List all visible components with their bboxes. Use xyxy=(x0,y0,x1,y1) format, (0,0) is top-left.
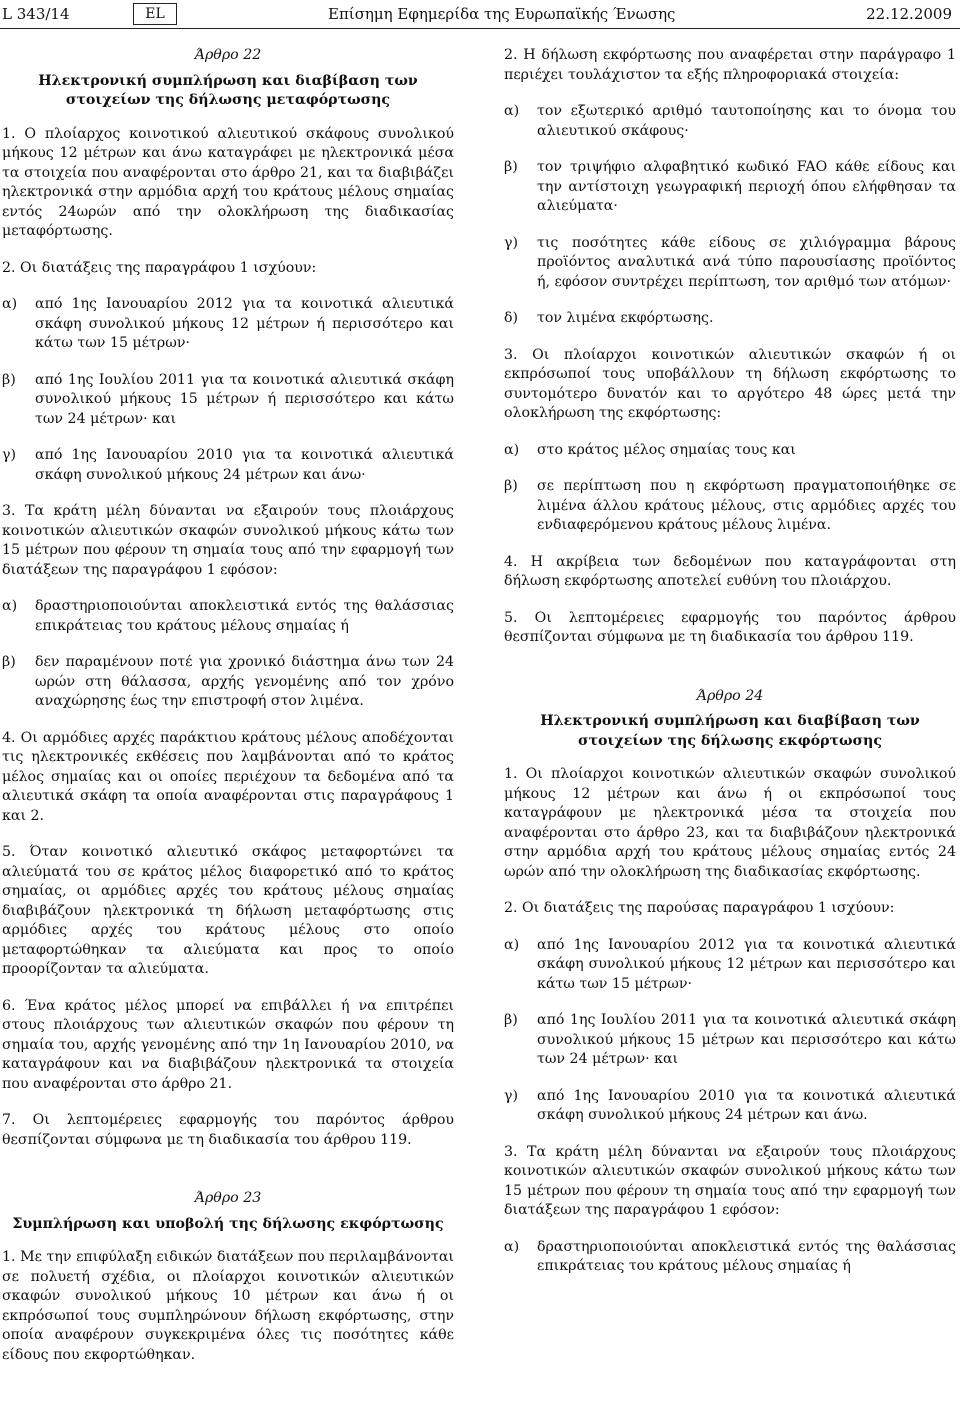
list-item xyxy=(504,1011,956,1070)
item-text: από 1ης Ιανουαρίου 2012 για τα κοινοτικά αλιευτικά σκάφη συνολικού μήκους 12 μέτρων ή περισσότερο και κάτω των 15 μέτρων· xyxy=(35,296,454,351)
item-label: β) xyxy=(504,478,518,494)
paragraph: 7. Οι λεπτομέρειες εφαρμογής του παρόντος άρθρου θεσπίζονται σύμφωνα με τη διαδικασία του άρθρου 119. xyxy=(2,1112,454,1148)
list-item xyxy=(504,158,956,217)
right-column xyxy=(504,46,956,1396)
item-label: β) xyxy=(504,1012,518,1028)
list-item xyxy=(2,446,454,485)
page-number: L 343/14 xyxy=(2,5,70,23)
item-label: α) xyxy=(504,103,520,119)
list-item xyxy=(504,102,956,141)
paragraph: 5. Όταν κοινοτικό αλιευτικό σκάφος μεταφορτώνει τα αλιεύματά του σε κράτος μέλος διαφορετικό από το κράτος σημαίας, οι αρμόδιες αρχές του κράτους μέλους σημαίας διαβιβάζουν ηλεκτρονικά τη δήλωση μεταφόρτωσης στις αρμόδιες αρχές του κράτους μέλους στο οποίο μεταφορτώθηκαν τα αλιεύματα και προς το οποίο προορίζονταν τα αλιεύματα. xyxy=(2,844,454,977)
item-label: α) xyxy=(2,296,18,312)
item-text: από 1ης Ιανουαρίου 2010 για τα κοινοτικά αλιευτικά σκάφη συνολικού μήκους 24 μέτρων και άνω. xyxy=(537,1087,956,1123)
list-item xyxy=(2,653,454,712)
list-item xyxy=(504,1087,956,1126)
item-text: τις ποσότητες κάθε είδους σε χιλιόγραμμα βάρους προϊόντος αναλυτικά ανά τύπο παρουσίασης προϊόντος ή, εφόσον συντρέχει περίπτωση, τον αριθμό των ατόμων· xyxy=(537,234,956,290)
item-label: α) xyxy=(2,598,18,614)
paragraph: 3. Τα κράτη μέλη δύνανται να εξαιρούν τους πλοιάρχους κοινοτικών αλιευτικών σκαφών συνολικού μήκους κάτω των 15 μέτρων που φέρουν τη σημαία τους από την εφαρμογή των διατάξεων της παραγράφου 1 εφόσον: xyxy=(2,503,454,578)
issue-date: 22.12.2009 xyxy=(866,5,952,23)
article-24-title: Άρθρο 24 xyxy=(696,687,764,704)
item-label: α) xyxy=(504,1238,520,1255)
item-text: δεν παραμένουν ποτέ για χρονικό διάστημα άνω των 24 ωρών στη θάλασσα, αρχής γενομένης από τον χρόνο αναχώρησης έως την επιστροφή στον λιμένα. xyxy=(35,654,454,709)
item-label: γ) xyxy=(2,447,17,463)
item-label: β) xyxy=(2,371,16,388)
paragraph: 3. Τα κράτη μέλη δύνανται να εξαιρούν τους πλοιάρχους κοινοτικών αλιευτικών σκαφών συνολικού μήκους κάτω των 15 μέτρων που φέρουν τη σημαία τους από την εφαρμογή των διατάξεων της παραγράφου 1 εφόσον: xyxy=(504,1143,956,1218)
paragraph: 3. Οι πλοίαρχοι κοινοτικών αλιευτικών σκαφών ή οι εκπρόσωποί τους υποβάλλουν τη δήλωση εκφόρτωσης το συντομότερο δυνατόν και το αργότερο 48 ώρες μετά την ολοκλήρωση της εκφόρτωσης: xyxy=(504,346,956,421)
list-item xyxy=(2,295,454,354)
paragraph: 2. Οι διατάξεις της παραγράφου 1 ισχύουν: xyxy=(2,259,317,276)
item-text: από 1ης Ιανουαρίου 2012 για τα κοινοτικά αλιευτικά σκάφη συνολικού μήκους 12 μέτρων και περισσότερο και κάτω των 15 μέτρων· xyxy=(537,936,956,992)
paragraph: 2. Η δήλωση εκφόρτωσης που αναφέρεται στην παράγραφο 1 περιέχει τουλάχιστον τα εξής πληροφοριακά στοιχεία: xyxy=(504,47,956,83)
item-text: από 1ης Ιουλίου 2011 για τα κοινοτικά αλιευτικά σκάφη συνολικού μήκους 15 μέτρων ή περισσότερο και κάτω των 24 μέτρων· και xyxy=(35,371,454,427)
item-label: δ) xyxy=(504,310,519,326)
list-item xyxy=(504,309,956,329)
list-item xyxy=(504,1238,956,1277)
item-text: από 1ης Ιουλίου 2011 για τα κοινοτικά αλιευτικά σκάφη συνολικού μήκους 15 μέτρων και περισσότερο και κάτω των 24 μέτρων· και xyxy=(537,1012,956,1067)
paragraph: 1. Οι πλοίαρχοι κοινοτικών αλιευτικών σκαφών συνολικού μήκους 12 μέτρων και άνω ή οι εκπρόσωποί τους καταγράφουν με ηλεκτρονικά μέσα τα στοιχεία που αναφέρονται στο άρθρο 23, και τα διαβιβάζουν ηλεκτρονικά στην αρμόδια αρχή του κράτους μέλους σημαίας εντός 24 ωρών από την ολοκλήρωση της διαδικασίας εκφόρτωσης. xyxy=(504,766,956,880)
article-23-title: Άρθρο 23 xyxy=(194,1190,262,1206)
item-text: τον εξωτερικό αριθμό ταυτοποίησης και το όνομα του αλιευτικού σκάφους· xyxy=(537,103,956,139)
paragraph: 4. Οι αρμόδιες αρχές παράκτιου κράτους μέλους αποδέχονται τις ηλεκτρονικές εκθέσεις που λαμβάνονται από το κράτος μέλος σημαίας και οι οποίες περιέχουν τα δεδομένα από τα αλιευτικά σκάφη τα οποία αναφέρονται στις παραγράφους 1 και 2. xyxy=(2,729,454,824)
item-label: α) xyxy=(504,936,520,953)
item-text: από 1ης Ιανουαρίου 2010 για τα κοινοτικά αλιευτικά σκάφη συνολικού μήκους 24 μέτρων και άνω· xyxy=(35,447,454,483)
list-item xyxy=(504,441,956,461)
item-text: τον λιμένα εκφόρτωσης. xyxy=(537,310,714,326)
language-box: EL xyxy=(133,3,177,25)
paragraph: 2. Οι διατάξεις της παρούσας παραγράφου 1 ισχύουν: xyxy=(504,900,895,916)
paragraph: 5. Οι λεπτομέρειες εφαρμογής του παρόντος άρθρου θεσπίζονται σύμφωνα με τη διαδικασία του άρθρου 119. xyxy=(504,609,956,645)
list-item xyxy=(504,936,956,995)
page-header xyxy=(0,0,960,29)
paragraph: 1. Με την επιφύλαξη ειδικών διατάξεων που περιλαμβάνονται σε πολυετή σχέδια, οι πλοίαρχοι κοινοτικών αλιευτικών σκαφών συνολικού μήκους 10 μέτρων και άνω ή οι εκπρόσωποί τους συμπληρώνουν δήλωση εκφόρτωσης, στην οποία αναφέρουν συγκεκριμένα όλες τις ποσότητες κάθε είδους που εκφορτώθηκαν. xyxy=(2,1249,454,1363)
article-23-heading: Συμπλήρωση και υποβολή της δήλωσης εκφόρτωσης xyxy=(12,1215,444,1232)
article-24-heading: Ηλεκτρονική συμπλήρωση και διαβίβαση των στοιχείων της δήλωσης εκφόρτωσης xyxy=(540,713,920,749)
item-text: δραστηριοποιούνται αποκλειστικά εντός της θαλάσσιας επικράτειας του κράτους μέλους σημαίας ή xyxy=(35,598,454,634)
item-label: γ) xyxy=(504,234,519,251)
article-22-title: Άρθρο 22 xyxy=(194,47,262,63)
article-22-heading: Ηλεκτρονική συμπλήρωση και διαβίβαση των στοιχείων της δήλωσης μεταφόρτωσης xyxy=(38,72,418,108)
list-item xyxy=(504,234,956,293)
item-text: σε περίπτωση που η εκφόρτωση πραγματοποιήθηκε σε λιμένα άλλου κράτους μέλους, στις αρμόδιες αρχές του ενδιαφερόμενου κράτους μέλους λιμένα. xyxy=(537,478,956,533)
item-label: β) xyxy=(2,654,16,670)
item-label: α) xyxy=(504,441,520,458)
paragraph: 6. Ένα κράτος μέλος μπορεί να επιβάλλει ή να επιτρέπει στους πλοιάρχους των αλιευτικών σκαφών που φέρουν τη σημαία του, αρχής γενομένης από την 1η Ιανουαρίου 2010, να καταγράφουν και να διαβιβάζουν ηλεκτρονικά τα στοιχεία που αναφέρονται στο άρθρο 21. xyxy=(2,997,454,1092)
journal-title: Επίσημη Εφημερίδα της Ευρωπαϊκής Ένωσης xyxy=(328,5,676,23)
item-text: δραστηριοποιούνται αποκλειστικά εντός της θαλάσσιας επικράτειας του κράτους μέλους σημαίας ή xyxy=(537,1238,956,1274)
paragraph: 4. Η ακρίβεια των δεδομένων που καταγράφονται στη δήλωση εκφόρτωσης αποτελεί ευθύνη του πλοιάρχου. xyxy=(504,553,956,589)
left-column xyxy=(2,46,454,1396)
item-label: β) xyxy=(504,159,518,175)
list-item xyxy=(504,477,956,536)
item-text: στο κράτος μέλος σημαίας τους και xyxy=(537,441,796,458)
item-text: τον τριψήφιο αλφαβητικό κωδικό FAO κάθε είδους και την αντίστοιχη γεωγραφική περιοχή όπου ελήφθησαν τα αλιεύματα· xyxy=(537,159,956,214)
list-item xyxy=(2,597,454,636)
list-item xyxy=(2,371,454,430)
paragraph: 1. Ο πλοίαρχος κοινοτικού αλιευτικού σκάφους συνολικού μήκους 12 μέτρων και άνω καταγράφει με ηλεκτρονικά μέσα τα στοιχεία που αναφέρονται στο άρθρο 21, και τα διαβιβάζει ηλεκτρονικά στην αρμόδια αρχή του κράτους μέλους σημαίας εντός 24ωρών από την ολοκλήρωση της διαδικασίας μεταφόρτωσης. xyxy=(2,125,454,239)
item-label: γ) xyxy=(504,1087,519,1104)
